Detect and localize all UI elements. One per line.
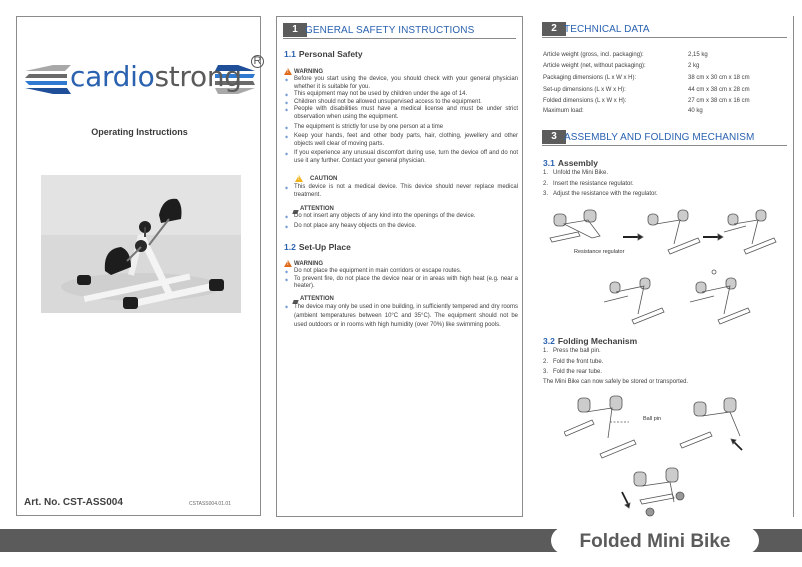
section-number-badge: 1 [283,23,307,37]
step-item: 1. Unfold the Mini Bike. [543,170,609,176]
subsection-number: 3.1 [543,158,555,168]
section-divider [542,37,787,38]
list-item: ◆ Keep your hands, feet and other body parts, hair, clothing, jewellery and other objects well clear of moving parts. [285,133,518,148]
spec-row [543,107,787,115]
list-item: ◆ Before you start using the device, you should check with your general physician whether it is suitable for you. [285,76,518,91]
section-2-header [542,22,650,36]
step-item: 2. Insert the resistance regulator. [543,180,634,187]
document-title: Operating Instructions [91,127,188,137]
section-divider [283,38,516,39]
assembly-steps [543,170,658,202]
section-3-header [542,130,754,144]
attention-list [285,303,518,329]
article-number: Art. No. CST-ASS004 [24,497,123,508]
warning-triangle-icon [284,68,292,75]
brand-wordmark [70,60,242,93]
list-item: ◆ Do not insert any objects of any kind into the openings of the device. [285,213,518,221]
folding-diagram [564,392,784,522]
brand-part2: strong [154,60,242,93]
spec-value: 40 kg [688,107,703,114]
ball-pin-label: Ball pin [643,416,662,422]
caution-notice [295,175,337,182]
spec-label: Maximum load: [543,107,584,114]
product-photo [41,175,241,313]
brand-part1: cardio [70,60,155,93]
section-title: ASSEMBLY AND FOLDING MECHANISM [564,131,755,143]
spec-label: Article weight (net, without packaging): [543,63,646,70]
subsection-1-1-heading [284,49,363,59]
spec-value: 2,15 kg [688,51,708,58]
spec-label: Folded dimensions (L x W x H): [543,98,627,105]
list-item: ◆ Do not place any heavy objects on the device. [285,223,518,231]
warning-notice [284,68,323,75]
spec-label: Packaging dimensions (L x W x H): [543,74,637,81]
spec-row [543,49,787,61]
section-number-badge: 2 [542,22,566,36]
list-item: ◆ To prevent fire, do not place the device near or in areas with high heat (e.g. near a heater). [285,276,518,291]
folding-steps [543,348,603,380]
list-item: ◆ The equipment is strictly for use by one person at a time [285,124,518,132]
spec-value: 27 cm x 38 cm x 16 cm [688,98,750,105]
spec-row [543,95,787,107]
technical-data-table [543,49,787,115]
spec-label: Article weight (gross, incl. packaging): [543,51,644,58]
spec-value: 38 cm x 30 cm x 18 cm [688,74,750,81]
warning-label: WARNING [294,260,323,267]
subsection-title: Assembly [557,158,598,168]
brand-logo [23,57,263,103]
subsection-title: Set-Up Place [298,242,351,252]
section-divider [542,145,787,146]
section-title: TECHNICAL DATA [564,23,650,35]
storage-note: The Mini Bike can now safely be stored or transported. [543,379,689,385]
subsection-number: 1.2 [284,242,296,252]
list-item: ◆ This device is not a medical device. This device should never replace medical treatment. [285,184,518,199]
spec-value: 44 cm x 38 cm x 28 cm [688,86,750,93]
warning-triangle-icon [284,260,292,267]
caution-label: CAUTION [310,175,338,182]
step-item: 3. Adjust the resistance with the regulator. [543,191,658,197]
warning-notice [284,260,323,267]
registered-mark-icon: R [251,55,264,68]
list-item: ◆ This equipment may not be used by children under the age of 14. [285,91,518,99]
list-item: ◆ If you experience any unusual discomfort during use, turn the device off and do not use it any further. Contact your general physician. [285,150,518,165]
spec-row [543,72,787,84]
attention-list [285,213,518,230]
list-item: ◆ Children should not be allowed unsupervised access to the equipment. [285,99,518,107]
step-item: 2. Fold the front tube. [543,358,604,365]
subsection-1-2-heading [284,242,351,252]
list-item: ◆ Do not place the equipment in main corridors or escape routes. [285,268,518,276]
warning-list [285,268,518,291]
caution-list [285,184,518,199]
subsection-number: 3.2 [543,336,555,346]
spec-row [543,84,787,96]
subsection-title: Folding Mechanism [557,336,638,346]
document-code: CSTASS004.01.01 [189,501,231,507]
cover-page [16,16,261,516]
technical-page [536,16,794,517]
subsection-number: 1.1 [284,49,296,59]
attention-label: ATTENTION [300,206,334,212]
spec-row [543,61,787,73]
subsection-title: Personal Safety [298,49,363,59]
footer-title: Folded Mini Bike [579,531,731,552]
spec-value: 2 kg [688,63,700,70]
spec-label: Set-up dimensions (L x W x H): [543,86,626,93]
step-item: 1. Press the ball pin. [543,348,601,354]
safety-page [276,16,523,517]
section-title: GENERAL SAFETY INSTRUCTIONS [305,24,475,36]
list-item: ◆ The device may only be used in one building, in sufficiently tempered and dry rooms (ambient temperatures between 10°C and 35°C). The equipment should not be used outdoors or in rooms with high humidity (over 70%) like swimming pools. [285,303,518,329]
caution-triangle-icon [295,175,303,182]
assembly-diagram [548,202,778,327]
list-item: ◆ People with disabilities must have a medical license and must be under strict observation when using the equipment. [285,106,518,121]
section-number-badge: 3 [542,130,566,144]
resistance-regulator-label: Resistance regulator [574,249,625,255]
step-item: 3. Fold the rear tube. [543,369,603,375]
section-1-header [283,23,474,37]
warning-label: WARNING [294,68,323,75]
warning-list [285,76,518,166]
subsection-3-1-heading [543,158,598,168]
attention-label: ATTENTION [300,296,334,302]
subsection-3-2-heading [543,336,637,346]
